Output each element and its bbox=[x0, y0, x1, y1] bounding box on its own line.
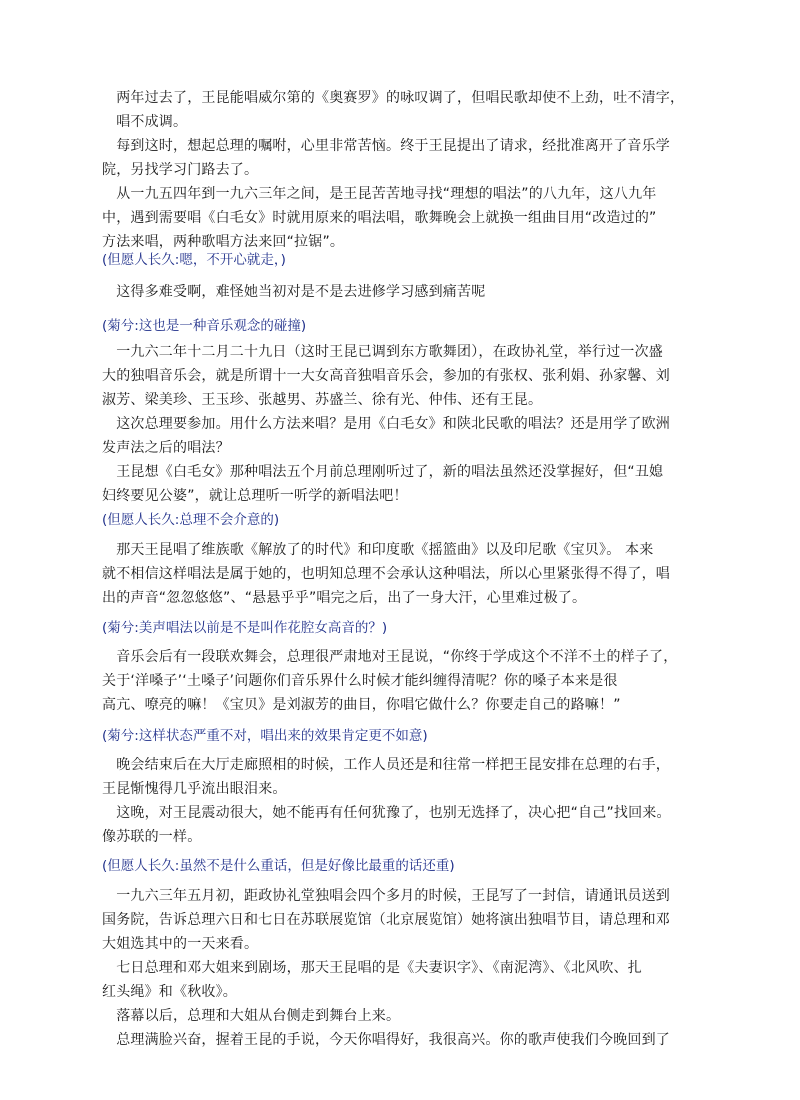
text-line: 这得多难受啊，难怪她当初对是不是去进修学习感到痛苦呢 bbox=[102, 284, 486, 300]
paragraph-5 bbox=[102, 645, 702, 717]
text-line: 红头绳》和《秋收》。 bbox=[102, 984, 237, 1000]
text-line: 这晚，对王昆震动很大，她不能再有任何犹豫了，也别无选择了，决心把“自己”找回来。 bbox=[102, 805, 671, 821]
text-line: 那天王昆唱了维族歌《解放了的时代》和印度歌《摇篮曲》以及印尼歌《宝贝》。 本来 bbox=[102, 542, 654, 558]
text-line: 发声法之后的唱法？ bbox=[102, 440, 230, 456]
text-line: 关于‘洋嗓子’‘土嗓子’问题你们音乐界什么时候才能纠缠得清呢？你的嗓子本来是很 bbox=[102, 673, 618, 689]
text-line: 像苏联的一样。 bbox=[102, 829, 202, 845]
paragraph-3 bbox=[102, 340, 702, 508]
text-line: 王昆惭愧得几乎流出眼泪来。 bbox=[102, 781, 287, 797]
text-line: 晚会结束后在大厅走廊照相的时候，工作人员还是和往常一样把王昆安排在总理的右手， bbox=[102, 757, 670, 773]
text-line: 淑芳、梁美珍、王玉珍、张越男、苏盛兰、徐有光、仲伟、还有王昆。 bbox=[102, 392, 543, 408]
comment-note: (菊兮:美声唱法以前是不是叫作花腔女高音的？) bbox=[102, 620, 388, 636]
text-line: 两年过去了，王昆能唱威尔第的《奥赛罗》的咏叹调了，但唱民歌却使不上劲，吐不清字， bbox=[102, 90, 685, 106]
text-line: 就不相信这样唱法是属于她的，也明知总理不会承认这种唱法，所以心里紧张得不得了，唱 bbox=[102, 566, 670, 582]
paragraph-6 bbox=[102, 753, 702, 849]
text-line: 出的声音“忽忽悠悠”、“悬悬乎乎”唱完之后，出了一身大汗，心里难过极了。 bbox=[102, 590, 587, 606]
text-line: 王昆想《白毛女》那种唱法五个月前总理刚听过了，新的唱法虽然还没掌握好，但“丑媳 bbox=[102, 464, 664, 480]
paragraph-7 bbox=[102, 884, 702, 1052]
text-line: 高亢、嘹亮的嘛！《宝贝》是刘淑芳的曲目，你唱它做什么？你要走自己的路嘛！” bbox=[102, 697, 621, 713]
paragraph-4 bbox=[102, 538, 702, 610]
comment-note: (但愿人长久:虽然不是什么重话，但是好像比最重的话还重) bbox=[102, 858, 455, 874]
text-line: 从一九五四年到一九六三年之间，是王昆苦苦地寻找“理想的唱法”的八九年，这八九年 bbox=[102, 186, 657, 202]
text-line: 大姐选其中的一天来看。 bbox=[102, 936, 259, 952]
text-line: 大的独唱音乐会，就是所谓十一大女高音独唱音乐会，参加的有张权、张利娟、孙家馨、刘 bbox=[102, 368, 670, 384]
text-line: 音乐会后有一段联欢舞会，总理很严肃地对王昆说，“你终于学成这个不洋不土的样子了， bbox=[102, 649, 678, 665]
text-line: 一九六二年十二月二十九日（这时王昆已调到东方歌舞团），在政协礼堂，举行过一次盛 bbox=[102, 344, 663, 360]
comment-note: (但愿人长久:嗯，不开心就走，) bbox=[102, 252, 286, 268]
text-line: 每到这时，想起总理的嘱咐，心里非常苦恼。终于王昆提出了请求，经批准离开了音乐学 bbox=[102, 138, 670, 154]
text-line: 方法来唱，两种歌唱方法来回“拉锯”。 bbox=[102, 234, 345, 250]
text-line: 妇终要见公婆”，就让总理听一听学的新唱法吧！ bbox=[102, 488, 408, 504]
text-line: 七日总理和邓大姐来到剧场，那天王昆唱的是《夫妻识字》、《南泥湾》、《北风吹、扎 bbox=[102, 960, 642, 976]
comment-note: (菊兮:这也是一种音乐观念的碰撞) bbox=[102, 318, 307, 334]
text-line: 总理满脸兴奋，握着王昆的手说，今天你唱得好，我很高兴。你的歌声使我们今晚回到了 bbox=[102, 1032, 670, 1048]
paragraph-1 bbox=[102, 86, 702, 254]
paragraph-2 bbox=[102, 280, 702, 304]
comment-note: (但愿人长久:总理不会介意的) bbox=[102, 512, 280, 528]
text-line: 落幕以后，总理和大姐从台侧走到舞台上来。 bbox=[102, 1008, 401, 1024]
text-line: 一九六三年五月初，距政协礼堂独唱会四个多月的时候，王昆写了一封信，请通讯员送到 bbox=[102, 888, 670, 904]
comment-note: (菊兮:这样状态严重不对，唱出来的效果肯定更不如意) bbox=[102, 728, 428, 744]
text-line: 唱不成调。 bbox=[102, 114, 188, 130]
text-line: 中，遇到需要唱《白毛女》时就用原来的唱法唱，歌舞晚会上就换一组曲目用“改造过的” bbox=[102, 210, 657, 226]
text-line: 院，另找学习门路去了。 bbox=[102, 162, 259, 178]
text-line: 这次总理要参加。用什么方法来唱？是用《白毛女》和陕北民歌的唱法？还是用学了欧洲 bbox=[102, 416, 670, 432]
text-line: 国务院，告诉总理六日和七日在苏联展览馆（北京展览馆）她将演出独唱节目，请总理和邓 bbox=[102, 912, 670, 928]
